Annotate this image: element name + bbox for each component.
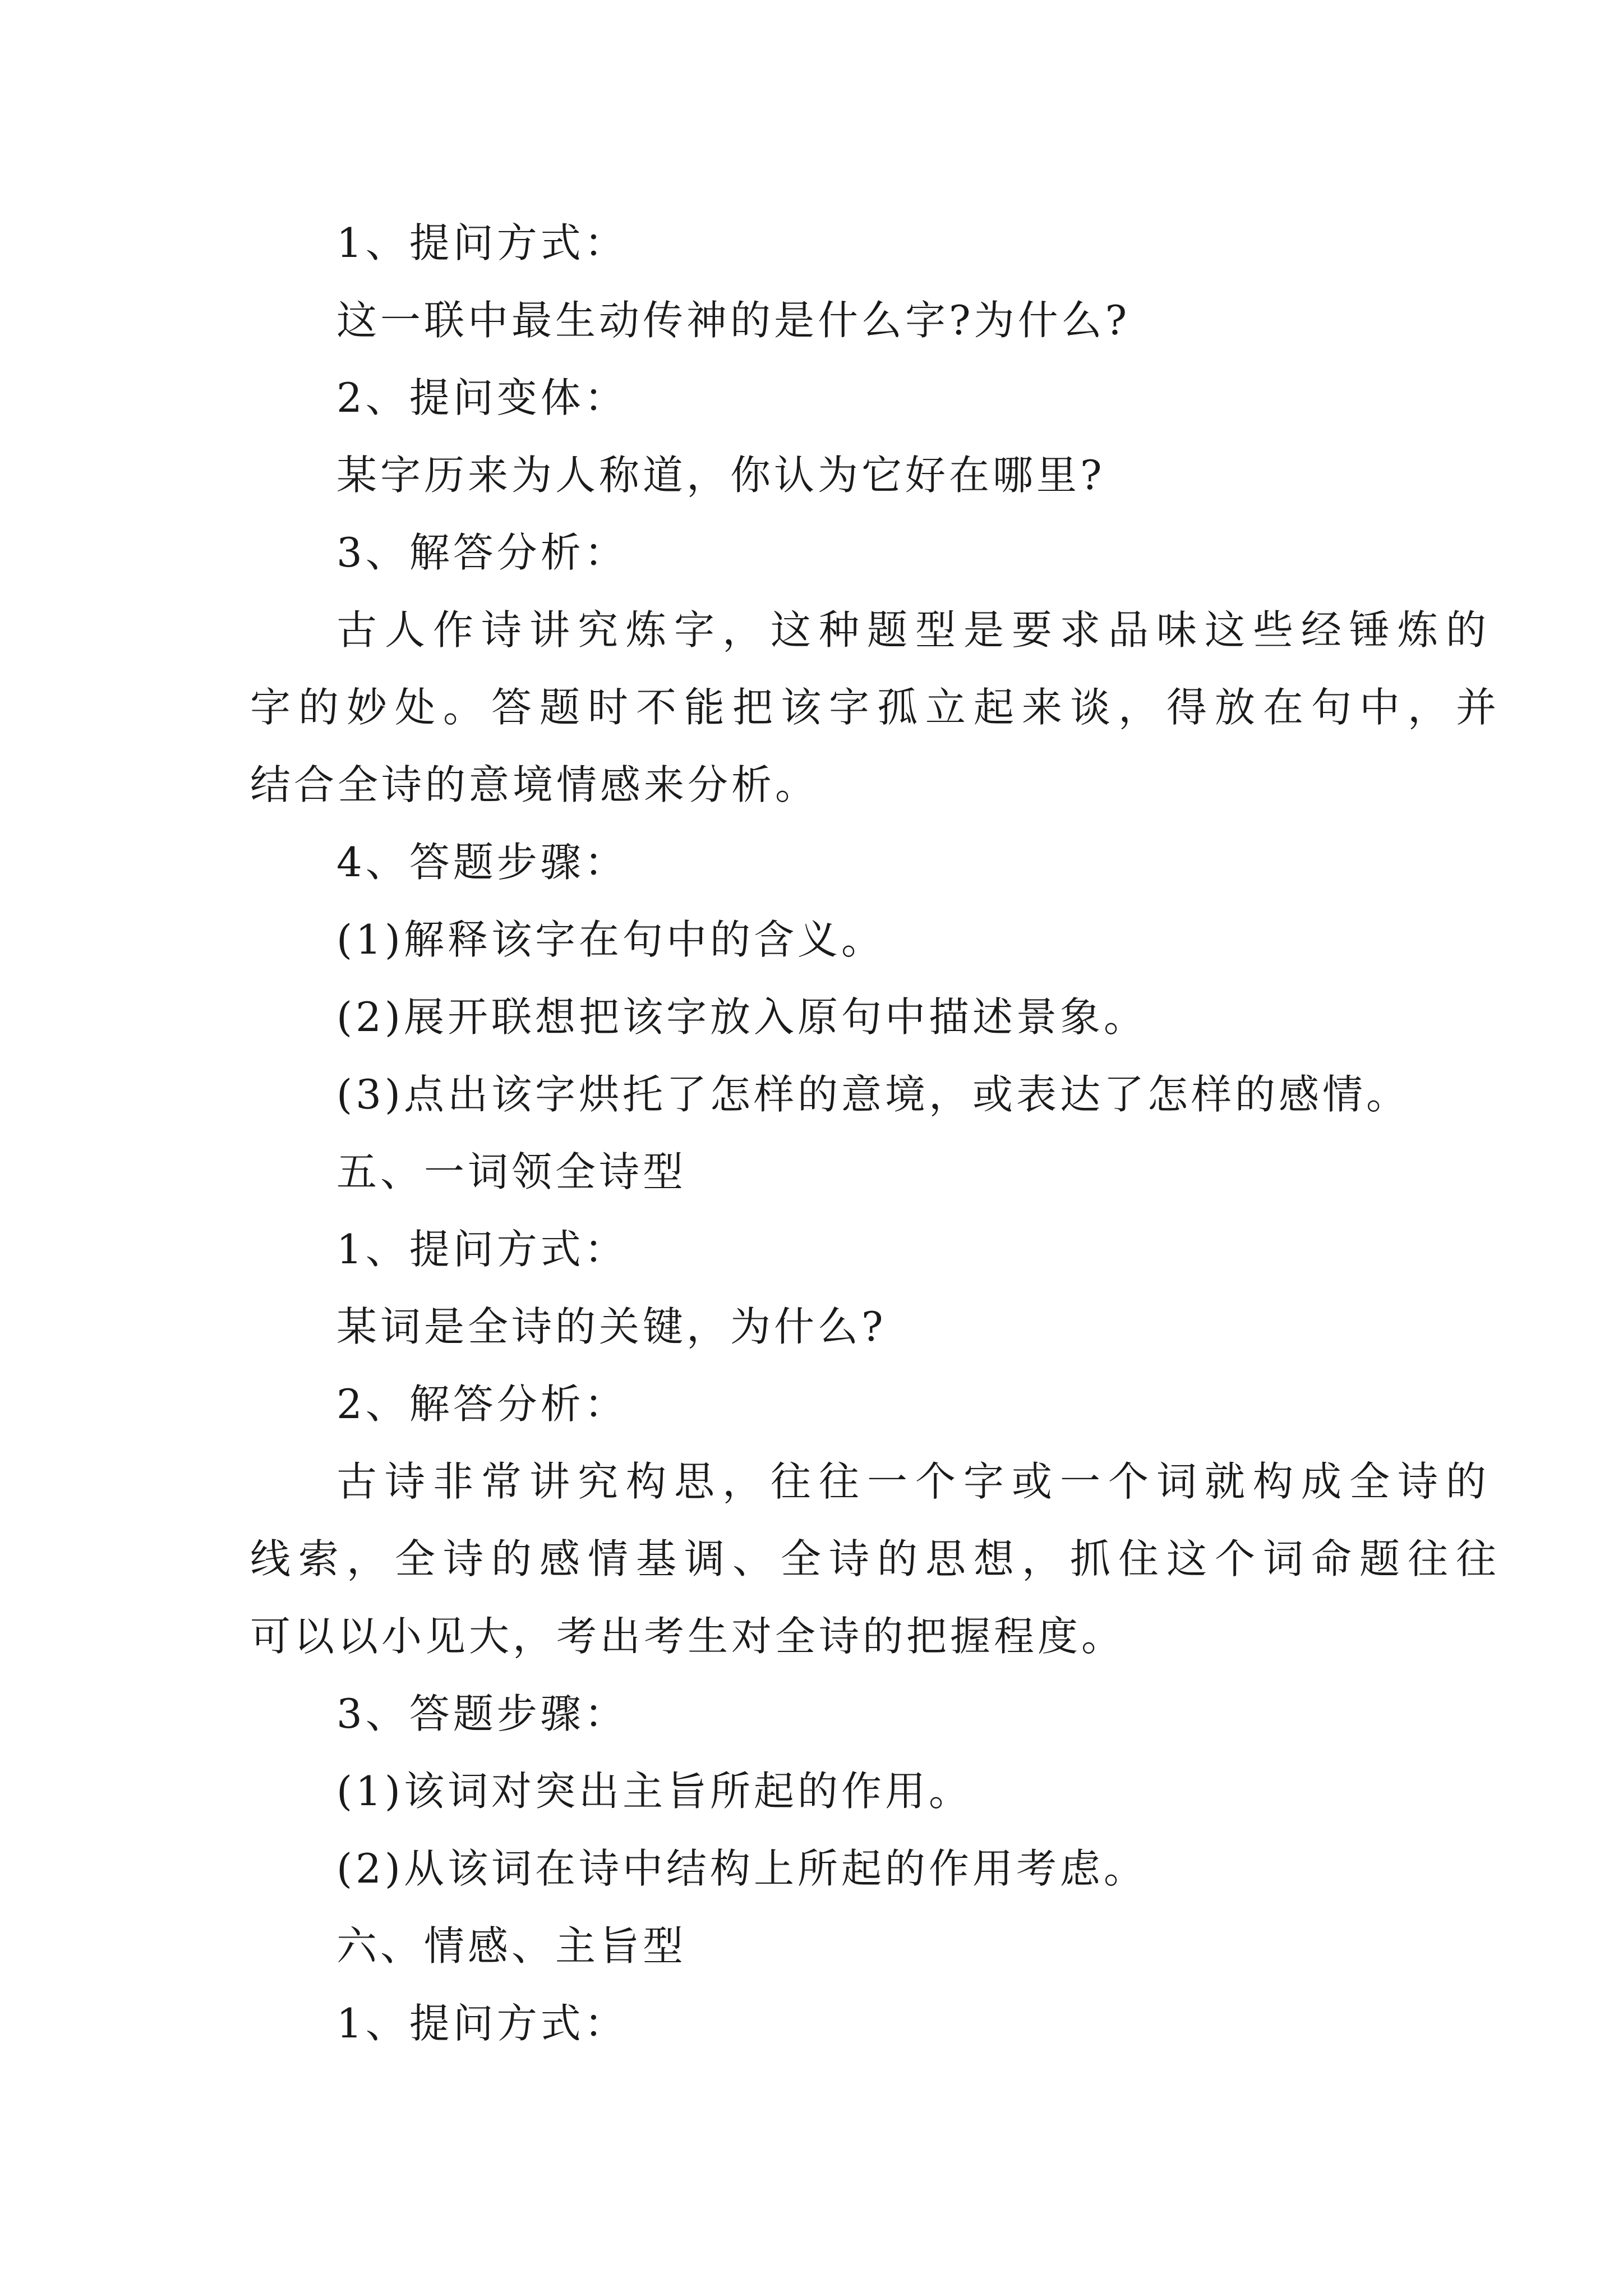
section-heading: 六、情感、主旨型 xyxy=(336,1922,687,1970)
paragraph-analysis-line: 古诗非常讲究构思，往往一个字或一个词就构成全诗的 xyxy=(336,1458,1495,1505)
step-item: (3)点出该字烘托了怎样的意境，或表达了怎样的感情。 xyxy=(336,1071,1410,1118)
step-item: (1)解释该字在句中的含义。 xyxy=(336,916,885,963)
paragraph-analysis-line: 字的妙处。答题时不能把该字孤立起来谈，得放在句中，并 xyxy=(250,684,1505,731)
paragraph-analysis-line: 古人作诗讲究炼字，这种题型是要求品味这些经锤炼的 xyxy=(336,606,1495,654)
step-item: (2)从该词在诗中结构上所起的作用考虑。 xyxy=(336,1845,1147,1892)
item-heading-steps: 4、答题步骤： xyxy=(336,839,628,886)
paragraph-question-variant: 某字历来为人称道，你认为它好在哪里? xyxy=(336,452,1105,499)
item-heading-question-style: 1、提问方式： xyxy=(336,219,628,266)
paragraph-analysis-line: 线索，全诗的感情基调、全诗的思想，抓住这个词命题往往 xyxy=(250,1535,1505,1582)
item-heading-analysis: 2、解答分析： xyxy=(336,1381,628,1428)
paragraph-question: 这一联中最生动传神的是什么字?为什么? xyxy=(336,297,1131,344)
item-heading-question-style: 1、提问方式： xyxy=(336,1226,628,1273)
section-heading: 五、一词领全诗型 xyxy=(336,1148,687,1195)
paragraph-analysis-line: 可以以小见大，考出考生对全诗的把握程度。 xyxy=(250,1613,1126,1660)
step-item: (1)该词对突出主旨所起的作用。 xyxy=(336,1768,972,1815)
item-heading-question-style: 1、提问方式： xyxy=(336,2000,628,2047)
item-heading-analysis: 3、解答分析： xyxy=(336,529,628,576)
paragraph-question: 某词是全诗的关键，为什么? xyxy=(336,1303,887,1350)
item-heading-steps: 3、答题步骤： xyxy=(336,1690,628,1737)
step-item: (2)展开联想把该字放入原句中描述景象。 xyxy=(336,993,1147,1041)
item-heading-question-variant: 2、提问变体： xyxy=(336,374,628,421)
paragraph-analysis-line: 结合全诗的意境情感来分析。 xyxy=(250,761,819,808)
